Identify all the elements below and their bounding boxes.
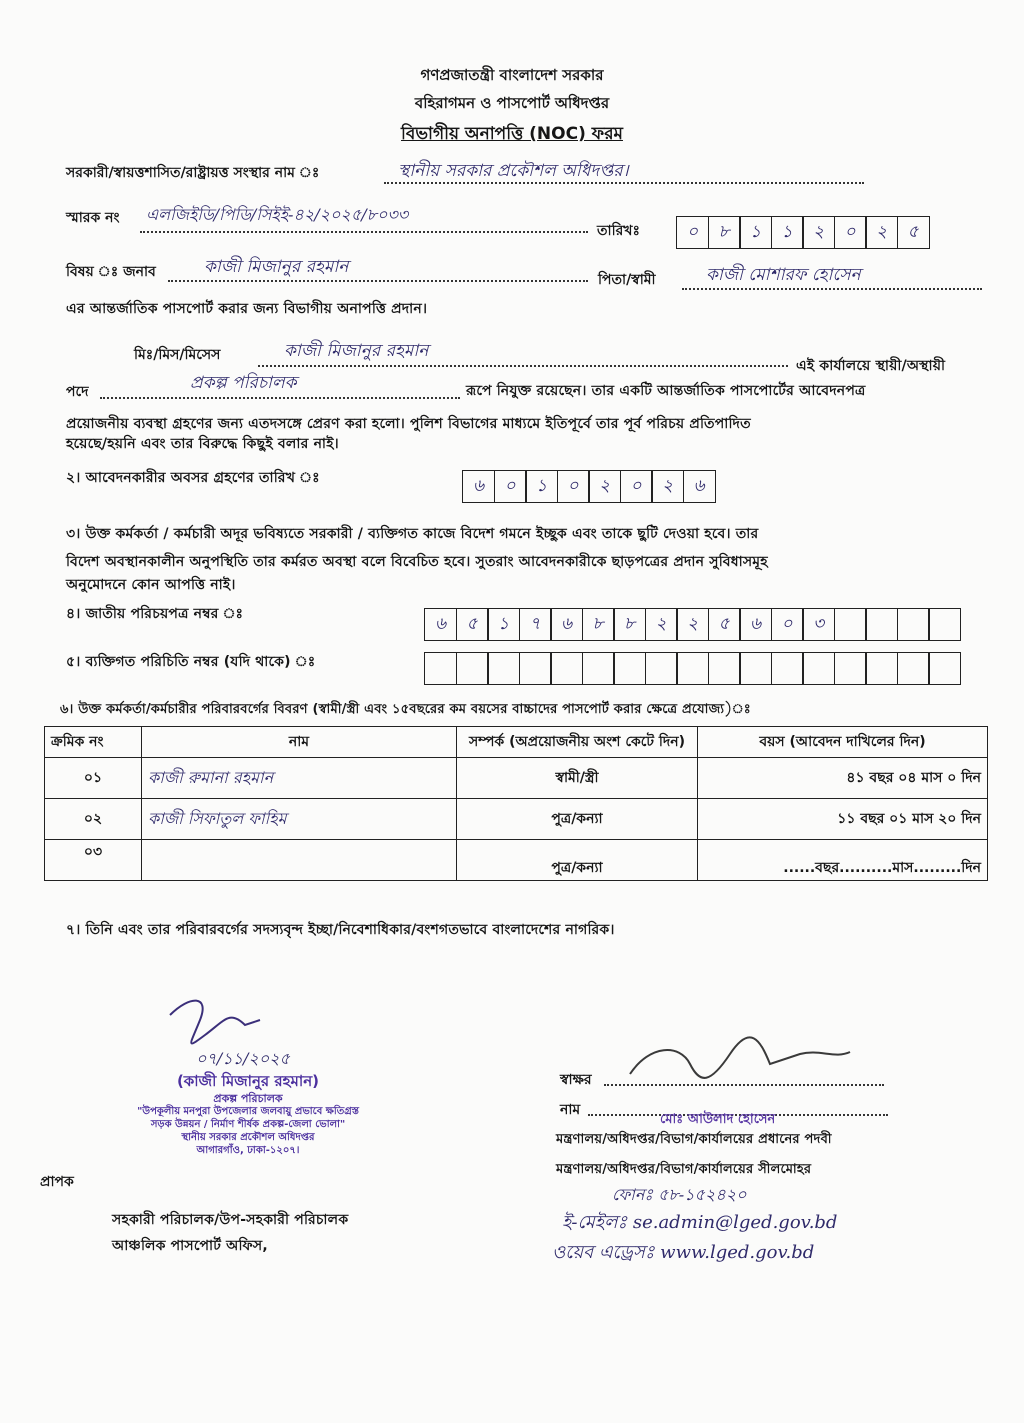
row-name[interactable]: কাজী রুমানা রহমান	[142, 758, 457, 799]
department-heading: বহিরাগমন ও পাসপোর্ট অধিদপ্তর	[414, 94, 610, 112]
row-relation[interactable]: পুত্র/কন্যা	[457, 799, 698, 840]
nid-digit-box[interactable]	[928, 608, 961, 641]
family-table	[44, 726, 988, 881]
nid-boxes[interactable]	[424, 608, 960, 641]
subject-name-label: বিষয় ঃ জনাব	[66, 264, 156, 280]
nid-digit-box[interactable]: ৫	[708, 608, 741, 641]
date-digit-box[interactable]: ০	[676, 216, 709, 249]
personal-id-label: ৫। ব্যক্তিগত পরিচিতি নম্বর (যদি থাকে) ঃ	[66, 654, 316, 670]
para1-line4: হয়েছে/হয়নি এবং তার বিরুদ্ধে কিছুই বলার নাই।	[66, 436, 339, 452]
date-digit-box[interactable]: ০	[834, 216, 867, 249]
left-stamp-project1: "উপকূলীয় মনপুরা উপজেলার জলবায়ু প্রভাবে ক্ষতিগ্রস্ত	[137, 1106, 359, 1117]
retirement-digit-box[interactable]: ২	[588, 470, 621, 503]
father-value[interactable]: কাজী মোশারফ হোসেন	[706, 265, 861, 285]
personal-id-box[interactable]	[613, 652, 646, 685]
retirement-digit-box[interactable]: ৬	[462, 470, 495, 503]
recipient-line1: সহকারী পরিচালক/উপ-সহকারী পরিচালক	[112, 1212, 349, 1228]
nid-digit-box[interactable]	[897, 608, 930, 641]
right-signature-icon	[620, 1034, 860, 1094]
form-title: বিভাগীয় অনাপত্তি (NOC) ফরম	[401, 124, 623, 144]
left-stamp-name: (কাজী মিজানুর রহমান)	[176, 1072, 320, 1090]
personal-id-box[interactable]	[676, 652, 709, 685]
row-age[interactable]: ১১ বছর ০১ মাস ২০ দিন	[698, 799, 988, 840]
col-serial-header: ক্রমিক নং	[45, 727, 142, 758]
family-details-label: ৬। উক্ত কর্মকর্তা/কর্মচারীর পরিবারবর্গের বিবরণ (স্বামী/স্ত্রী এবং ১৫বছরের কম বয়সের বাচ্চাদের পাসপোর্ট করার ক্ষেত্রে প্রযোজ্য)ঃ	[60, 702, 751, 717]
left-stamp-project2: সড়ক উন্নয়ন / নির্মাণ শীর্ষক প্রকল্প-জেলা ভোলা"	[150, 1119, 346, 1130]
family-table-header-row	[45, 727, 988, 758]
retirement-digit-box[interactable]: ১	[525, 470, 558, 503]
row-serial: ০১	[45, 758, 142, 799]
office-status-text: এই কার্যালয়ে স্থায়ী/অস্থায়ী	[796, 358, 946, 374]
personal-id-box[interactable]	[897, 652, 930, 685]
nid-digit-box[interactable]: ০	[771, 608, 804, 641]
nid-digit-box[interactable]: ৮	[582, 608, 615, 641]
memo-value[interactable]: এলজিইডি/পিডি/সিইই-৪২/২০২৫/৮০৩৩	[146, 205, 409, 224]
retirement-digit-box[interactable]: ৬	[683, 470, 716, 503]
date-label: তারিখঃ	[597, 223, 640, 239]
personal-id-box[interactable]	[456, 652, 489, 685]
personal-id-box[interactable]	[739, 652, 772, 685]
nid-digit-box[interactable]: ৮	[613, 608, 646, 641]
org-label: সরকারী/স্বায়ত্তশাসিত/রাষ্ট্রায়ত্ত সংস্থার নাম ঃ	[66, 165, 320, 181]
stamp-officer-name: মোঃ আউলাদ হোসেন	[660, 1112, 776, 1127]
retirement-digit-box[interactable]: ০	[620, 470, 653, 503]
table-row	[45, 840, 988, 881]
left-stamp-title: প্রকল্প পরিচালক	[213, 1092, 283, 1105]
citizenship-statement: ৭। তিনি এবং তার পরিবারবর্গের সদস্যবৃন্দ ইচ্ছা/নিবেশাধিকার/বংশগতভাবে বাংলাদেশের নাগরিক।	[66, 922, 615, 938]
personal-id-boxes[interactable]	[424, 652, 960, 685]
ministry-title-label: মন্ত্রণালয়/অধিদপ্তর/বিভাগ/কার্যালয়ের প্রধানের পদবী	[556, 1132, 832, 1147]
left-stamp-dept: স্থানীয় সরকার প্রকৌশল অধিদপ্তর	[181, 1132, 315, 1143]
nid-digit-box[interactable]: ৬	[550, 608, 583, 641]
col-name-header: নাম	[142, 727, 457, 758]
personal-id-box[interactable]	[771, 652, 804, 685]
para1-line2: রূপে নিযুক্ত রয়েছেন। তার একটি আন্তর্জাতিক পাসপোর্টের আবেদনপত্র	[466, 383, 866, 399]
nid-digit-box[interactable]	[865, 608, 898, 641]
nid-digit-box[interactable]: ১	[487, 608, 520, 641]
retirement-date-boxes[interactable]	[462, 470, 714, 503]
row-serial: ০৩	[45, 840, 142, 881]
subject-name-value[interactable]: কাজী মিজানুর রহমান	[204, 257, 349, 277]
para1-line3: প্রয়োজনীয় ব্যবস্থা গ্রহণের জন্য এতদসঙ্গে প্রেরণ করা হলো। পুলিশ বিভাগের মাধ্যমে ইতিপূর্বে তার পূর্ব পরিচয় প্রতিপাদিত	[66, 416, 751, 432]
nid-digit-box[interactable]	[834, 608, 867, 641]
personal-id-box[interactable]	[645, 652, 678, 685]
personal-id-box[interactable]	[582, 652, 615, 685]
date-digit-box[interactable]: ২	[865, 216, 898, 249]
recipient-line2: আঞ্চলিক পাসপোর্ট অফিস,	[112, 1238, 268, 1254]
personal-id-box[interactable]	[834, 652, 867, 685]
item3-line2: বিদেশ অবস্থানকালীন অনুপস্থিতি তার কর্মরত অবস্থা বলে বিবেচিত হবে। সুতরাং আবেদনকারীকে ছাড়পত্রের প্রদান সুবিধাসমূহ	[66, 554, 768, 570]
nid-digit-box[interactable]: ৩	[802, 608, 835, 641]
salutation-label: মিঃ/মিস/মিসেস	[134, 347, 221, 363]
item3-line3: অনুমোদনে কোন আপত্তি নাই।	[66, 577, 236, 593]
web-line[interactable]: ওয়েব এড্রেসঃ www.lged.gov.bd	[552, 1242, 815, 1263]
row-serial: ০২	[45, 799, 142, 840]
table-row	[45, 758, 988, 799]
nid-digit-box[interactable]: ৬	[739, 608, 772, 641]
nid-digit-box[interactable]: ২	[645, 608, 678, 641]
nid-label: ৪। জাতীয় পরিচয়পত্র নম্বর ঃ	[66, 606, 244, 622]
date-digit-box[interactable]: ৫	[897, 216, 930, 249]
personal-id-box[interactable]	[865, 652, 898, 685]
table-row	[45, 799, 988, 840]
personal-id-box[interactable]	[708, 652, 741, 685]
date-boxes[interactable]	[676, 216, 928, 249]
phone-line: ফোনঃ ৫৮-১৫২৪২০	[612, 1185, 747, 1204]
nid-digit-box[interactable]: ৭	[519, 608, 552, 641]
date-digit-box[interactable]: ২	[802, 216, 835, 249]
nid-digit-box[interactable]: ২	[676, 608, 709, 641]
retirement-digit-box[interactable]: ২	[651, 470, 684, 503]
date-digit-box[interactable]: ১	[739, 216, 772, 249]
row-name[interactable]	[142, 840, 457, 881]
left-sign-date: ০৭/১১/২০২৫	[196, 1049, 290, 1068]
personal-id-box[interactable]	[550, 652, 583, 685]
col-relation-header: সম্পর্ক (অপ্রয়োজনীয় অংশ কেটে দিন)	[457, 727, 698, 758]
row-age[interactable]: ......বছর..........মাস.........দিন	[698, 840, 988, 881]
row-relation[interactable]: স্বামী/স্ত্রী	[457, 758, 698, 799]
nid-digit-box[interactable]: ৬	[424, 608, 457, 641]
item3-line1: ৩। উক্ত কর্মকর্তা / কর্মচারী অদূর ভবিষ্যতে সরকারী / ব্যক্তিগত কাজে বিদেশ গমনে ইচ্ছুক এবং তাকে ছুটি দেওয়া হবে। তার	[66, 526, 759, 542]
row-name[interactable]: কাজী সিফাতুল ফাহিম	[142, 799, 457, 840]
date-digit-box[interactable]: ১	[771, 216, 804, 249]
personal-id-box[interactable]	[802, 652, 835, 685]
retirement-date-label: ২। আবেদনকারীর অবসর গ্রহণের তারিখ ঃ	[66, 470, 320, 486]
personal-id-box[interactable]	[487, 652, 520, 685]
date-digit-box[interactable]: ৮	[708, 216, 741, 249]
col-age-header: বয়স (আবেদন দাখিলের দিন)	[698, 727, 988, 758]
left-stamp-address: আগারগাঁও, ঢাকা-১২০৭।	[196, 1145, 300, 1156]
row-age[interactable]: ৪১ বছর ০৪ মাস ০ দিন	[698, 758, 988, 799]
father-label: পিতা/স্বামী	[598, 272, 656, 288]
personal-id-box[interactable]	[519, 652, 552, 685]
post-label: পদে	[66, 384, 89, 400]
signature-label: স্বাক্ষর	[560, 1072, 592, 1088]
memo-label: স্মারক নং	[66, 210, 120, 226]
personal-id-box[interactable]	[424, 652, 457, 685]
ministry-seal-label: মন্ত্রণালয়/অধিদপ্তর/বিভাগ/কার্যালয়ের সীলমোহর	[556, 1162, 812, 1177]
post-value[interactable]: প্রকল্প পরিচালক	[190, 373, 297, 393]
subject-line: এর আন্তর্জাতিক পাসপোর্ট করার জন্য বিভাগীয় অনাপত্তি প্রদান।	[66, 301, 428, 317]
recipient-label: প্রাপক	[40, 1174, 74, 1190]
government-heading: গণপ্রজাতন্ত্রী বাংলাদেশ সরকার	[420, 66, 604, 84]
retirement-digit-box[interactable]: ০	[557, 470, 590, 503]
org-value[interactable]: স্থানীয় সরকার প্রকৌশল অধিদপ্তর।	[398, 161, 629, 181]
nid-digit-box[interactable]: ৫	[456, 608, 489, 641]
retirement-digit-box[interactable]: ০	[494, 470, 527, 503]
name-label: নাম	[560, 1102, 581, 1118]
email-line[interactable]: ই-মেইলঃ se.admin@lged.gov.bd	[562, 1212, 838, 1233]
personal-id-box[interactable]	[928, 652, 961, 685]
person-name-value[interactable]: কাজী মিজানুর রহমান	[284, 341, 429, 361]
memo-dotline	[140, 231, 588, 233]
row-relation[interactable]: পুত্র/কন্যা	[457, 840, 698, 881]
